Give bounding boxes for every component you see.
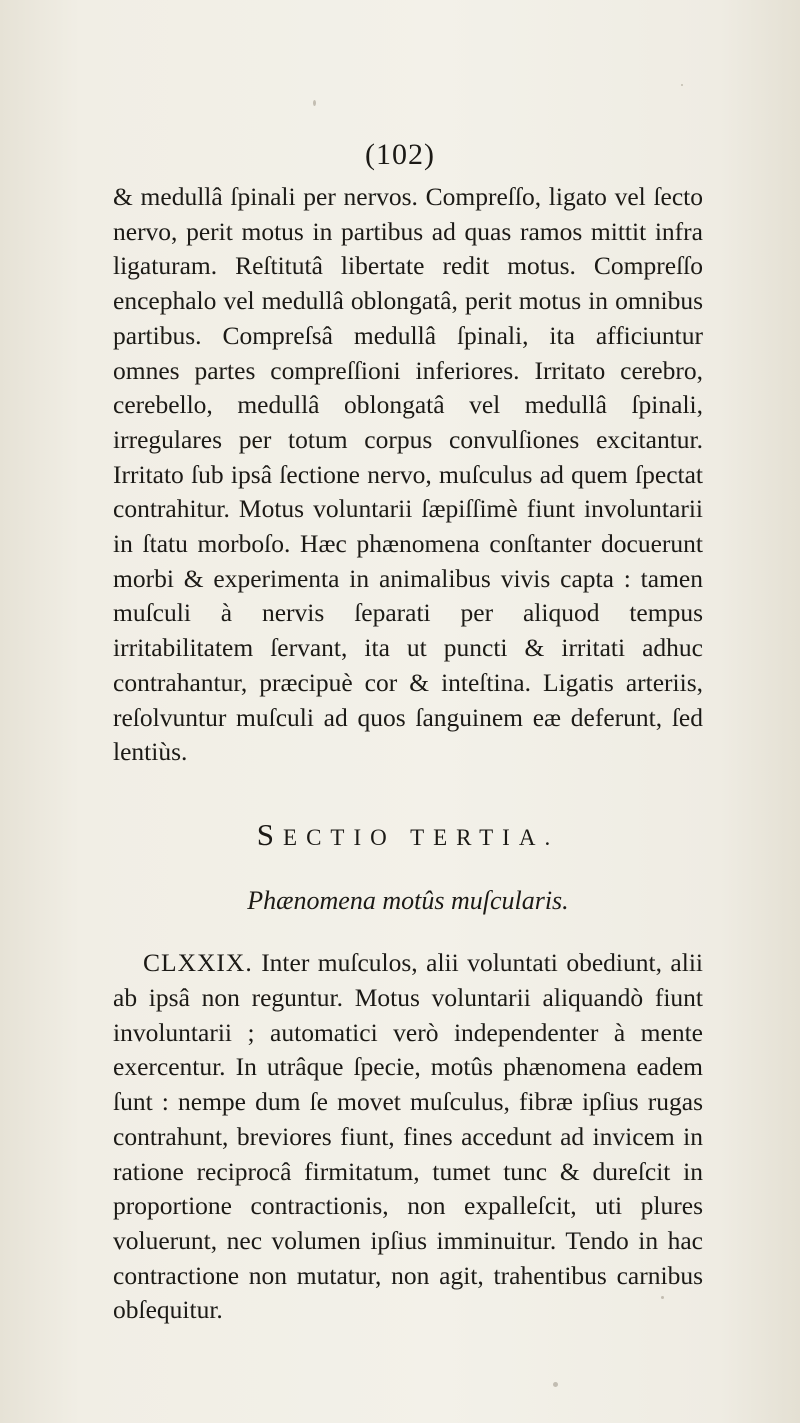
paragraph-number: CLXXIX. <box>143 948 253 978</box>
paragraph-2-text: Inter muſculos, alii voluntati obediunt, alii ab ipsâ non reguntur. Motus voluntarii aliquandò fiunt involuntarii ; automatici verò independenter à mente exercentur. In utrâque ſpecie, motûs phænomena eadem ſunt : nempe dum ſe movet muſculus, fibræ ipſius rugas contrahunt, breviores fiunt, fines accedunt ad invicem in ratione reciprocâ firmitatum, tumet tunc & dureſcit in proportione contractionis, non expalleſcit, uti plures voluerunt, nec volumen ipſius imminuitur. Tendo in hac contractione non mutatur, non agit, trahentibus carnibus obſequitur. <box>113 948 704 1325</box>
paragraph-1: & medullâ ſpinali per nervos. Compreſſo, ligato vel ſecto nervo, perit motus in partibus ad quas ramos mittit infra ligaturam. Reſtitutâ libertate redit motus. Compreſſo encephalo vel medullâ oblongatâ, perit motus in omnibus partibus. Compreſsâ medullâ ſpinali, ita afficiuntur omnes partes compreſſioni inferiores. Irritato cerebro, cerebello, medullâ oblongatâ vel medullâ ſpinali, irregulares per totum corpus convulſiones excitantur. Irritato ſub ipsâ ſectione nervo, muſculus ad quem ſpectat contrahitur. Motus voluntarii ſæpiſſimè fiunt involuntarii in ſtatu morboſo. Hæc phænomena conſtanter docuerunt morbi & experimenta in animalibus vivis capta : tamen muſculi à nervis ſeparati per aliquod tempus irritabilitatem ſervant, ita ut puncti & irritati adhuc contrahantur, præcipuè cor & inteſtina. Ligatis arteriis, reſolvuntur muſculi ad quos ſanguinem eæ deferunt, ſed lentiùs. <box>113 182 703 767</box>
body-text <box>113 180 703 1328</box>
paper-speck <box>553 1382 558 1387</box>
section-heading-initial: S <box>256 816 284 852</box>
section-subtitle: Phænomena motûs muſcularis. <box>247 885 569 915</box>
section-heading-rest: ECTIO TERTIA. <box>283 824 560 850</box>
section-heading <box>113 818 703 856</box>
paper-speck <box>313 100 316 106</box>
page-number: (102) <box>365 138 435 171</box>
paper-speck <box>681 84 683 86</box>
paper-speck <box>661 1296 664 1299</box>
paragraph-2 <box>113 946 703 1328</box>
